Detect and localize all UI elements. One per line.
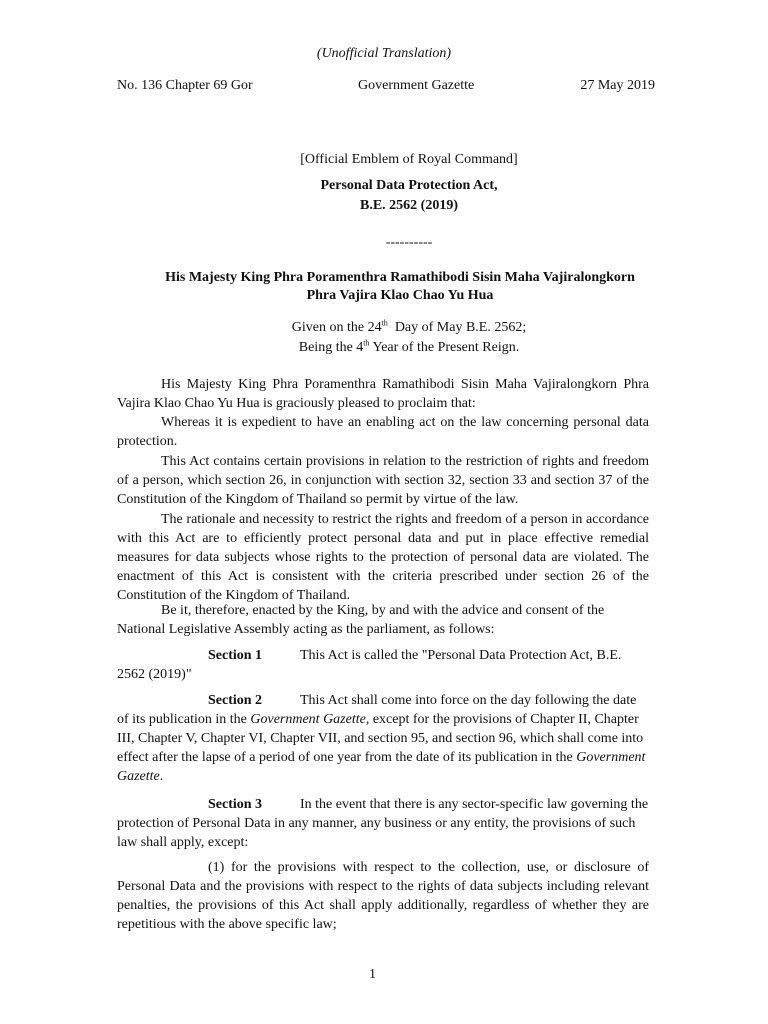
king-name-line2: Phra Vajira Klao Chao Yu Hua [306, 288, 494, 303]
act-title: Personal Data Protection Act, [320, 178, 498, 193]
preamble-proclamation: His Majesty King Phra Poramenthra Ramathibodi Sisin Maha Vajiralongkorn Phra Vajira Klao Chao Yu Hua is graciously pleased to proclaim that: [117, 377, 649, 411]
translation-note: (Unofficial Translation) [316, 46, 452, 61]
reign-year-post: Year of the Present Reign. [369, 340, 520, 355]
section-2-gazette-ref-1: Government Gazette [250, 712, 366, 727]
preamble-whereas: Whereas it is expedient to have an enabling act on the law concerning personal data protection. [117, 415, 649, 449]
section-3-label: Section 3 [208, 797, 263, 812]
reign-year-line [0, 338, 768, 357]
section-3-text: In the event that there is any sector-specific law governing the protection of Personal Data in any manner, any business or any entity, the provisions of such law shall apply, except: [117, 797, 649, 850]
section-2-text-b: , except for the provisions of Chapter II, Chapter III, Chapter V, Chapter VI, Chapter VII, and section 95, and section 96, which shall come into effect after the lapse of a period of one year from the date of its publication in the [117, 712, 644, 765]
gazette-number: No. 136 Chapter 69 Gor [117, 78, 253, 93]
preamble-rationale: The rationale and necessity to restrict the rights and freedom of a person in accordance with this Act are to efficiently protect personal data and put in place effective remedial measures for data subjects whose rights to the protection of personal data are violated. The enactment of this Act is consistent with the criteria prescribed under section 26 of the Constitution of the Kingdom of Thailand. [117, 512, 649, 603]
section-2-text-a: This Act shall come into force on the day following the date of its publication in the [117, 693, 637, 727]
given-date-line [0, 318, 768, 337]
given-date-pre: Given on the 24 [291, 320, 382, 335]
given-date-post: Day of May B.E. 2562; [387, 320, 527, 335]
given-date-sup: th [381, 318, 388, 328]
section-2-text-c: . [159, 769, 164, 784]
act-year: B.E. 2562 (2019) [360, 198, 458, 213]
gazette-date: 27 May 2019 [580, 78, 655, 93]
section-1 [117, 646, 649, 684]
section-2-label: Section 2 [208, 693, 263, 708]
page-number: 1 [369, 967, 376, 982]
section-2-gazette-ref-2: Government Gazette [117, 750, 646, 784]
section-2 [117, 691, 649, 786]
reign-year-sup: th [363, 338, 370, 348]
divider: ---------- [385, 235, 433, 250]
section-1-label: Section 1 [208, 648, 263, 663]
reign-year-pre: Being the 4 [298, 340, 364, 355]
emblem-note: [Official Emblem of Royal Command] [300, 152, 518, 167]
section-3 [117, 795, 649, 852]
preamble-restriction: This Act contains certain provisions in relation to the restriction of rights and freedom of a person, which section 26, in conjunction with section 32, section 33 and section 37 of the Constitution of the Kingdom of Thailand so permit by virtue of the law. [117, 454, 649, 507]
king-name-line1: His Majesty King Phra Poramenthra Ramathibodi Sisin Maha Vajiralongkorn [165, 270, 635, 285]
gazette-name: Government Gazette [358, 78, 475, 93]
preamble-enactment: Be it, therefore, enacted by the King, by and with the advice and consent of the National Legislative Assembly acting as the parliament, as follows: [117, 603, 605, 637]
section-1-text: This Act is called the "Personal Data Protection Act, B.E. 2562 (2019)" [117, 648, 622, 682]
section-3-item-1: (1) for the provisions with respect to the collection, use, or disclosure of Personal Data and the provisions with respect to the rights of data subjects including relevant penalties, the provisions of this Act shall apply additionally, regardless of whether they are repetitious with the above specific law; [117, 860, 649, 932]
